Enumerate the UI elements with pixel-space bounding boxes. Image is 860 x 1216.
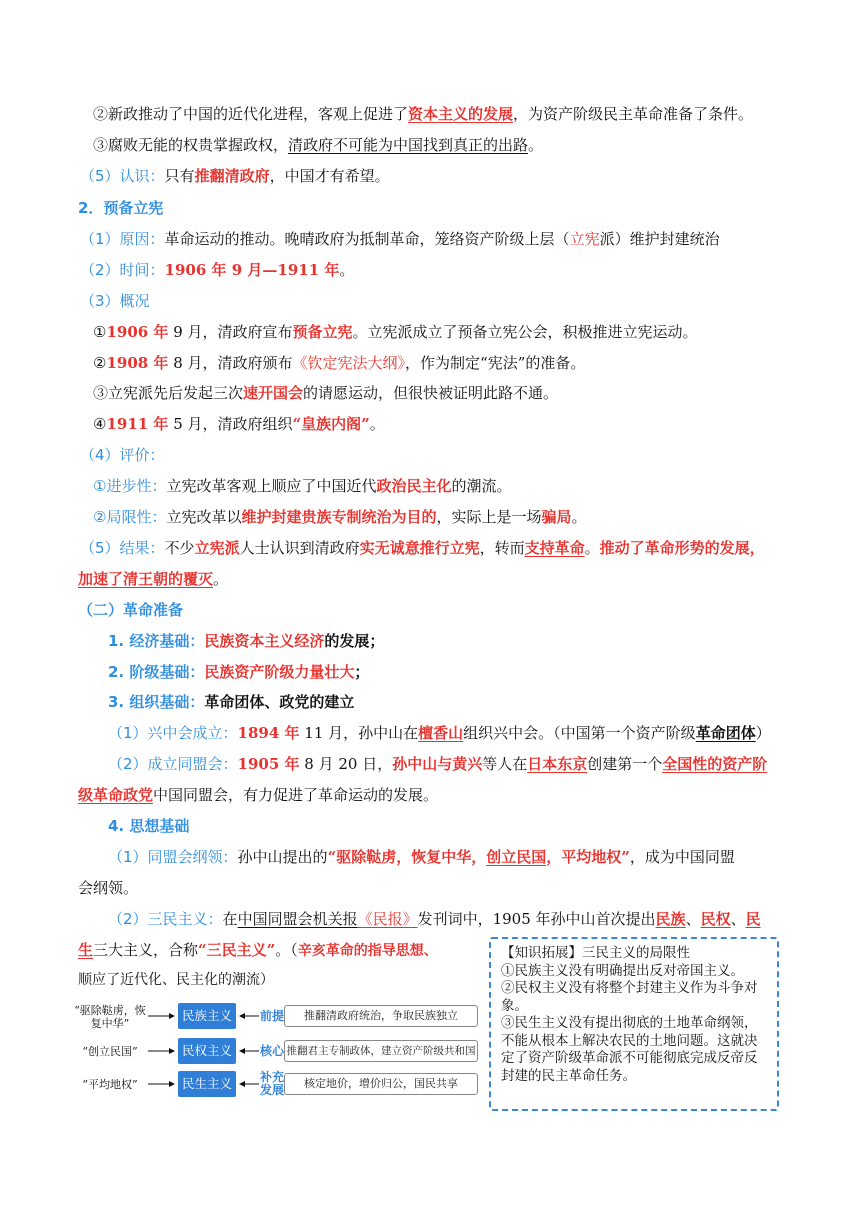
highlight-text: 级革命政党 [78,786,154,804]
line-class-basis [108,662,369,682]
highlight-text: 实无诚意推行立宪 [359,539,480,557]
text: 革命团体、政党的建立 [204,693,355,711]
text: 立宪改革以 [166,508,242,526]
text: 不少 [164,539,195,557]
highlight-text: 预备立宪 [292,323,353,341]
diagram-quote: “驱除鞑虏，恢复中华” [74,1004,146,1030]
highlight-text: 1905 年 [237,755,300,773]
item-label: 2. 阶级基础： [108,663,205,681]
text: 、 [685,910,701,928]
highlight-text: 立宪 [569,230,600,248]
line-three-principles-2 [78,940,438,961]
line-economic-basis [108,631,384,651]
highlight-text: 日本东京 [527,755,588,773]
highlight-text: 加速了清王朝的覆灭 [78,570,214,588]
text: ） [755,724,771,742]
highlight-text: 檀香山 [418,724,464,742]
text: 发刊词中，1905 年孙中山首次提出 [417,910,656,928]
item-label: ②局限性： [93,508,167,526]
line-organization-basis [108,692,354,712]
text: ，转而 [479,539,525,557]
text: ① [93,323,107,341]
text: ，成为中国同盟 [629,848,735,866]
text: 三大主义，合称 [93,941,199,959]
text: 。 [571,508,587,526]
line-corruption [93,135,543,155]
text: 的潮流。 [451,477,512,495]
item-label: （5）结果： [80,539,165,557]
underlined-text: 清政府不可能为中国找到真正的出路 [288,136,529,154]
diagram-box-livelihood: 民生主义 [178,1071,236,1097]
highlight-text: 速开国会 [243,384,304,402]
text: 等人在 [482,755,528,773]
text: ④ [93,415,107,433]
highlight-text: 1894 年 [237,724,300,742]
item-label: （5）认识： [80,167,165,185]
highlight-text: “皇族内阁” [292,415,370,433]
text: 组织兴中会。（中国第一个资产阶级 [463,724,696,742]
line-limitation [93,507,587,527]
line-evaluation-label: （4）评价： [80,446,165,464]
line-overview-2 [93,353,585,373]
line-recognition [80,166,390,186]
highlight-text: 1906 年 9 月—1911 年 [164,261,340,279]
text: 8 月，清政府颁布 [168,354,293,372]
text: 立宪改革客观上顺应了中国近代 [166,477,377,495]
line-ideology-basis: 4. 思想基础 [108,817,190,835]
text: ，实际上是一场 [436,508,542,526]
text: 的请愿运动，但很快被证明此路不通。 [303,384,559,402]
text: 在 [222,910,238,928]
text: 。 [528,136,544,154]
underlined-text: 革命团体 [695,724,756,742]
text: 孙中山提出的 [237,848,328,866]
item-label: （1）兴中会成立： [108,724,238,742]
highlight-text: 辛亥革命的指导思想、 [297,943,438,959]
diagram-label: 前提 [260,1009,285,1023]
text: 、 [730,910,746,928]
highlight-text: 1908 年 [106,354,169,372]
diagram-caption: 推翻君主专制政体，建立资产阶级共和国 [284,1040,478,1062]
diagram-label: 核心 [260,1044,285,1058]
line-xingzhonghui [108,723,771,743]
highlight-text: 立宪派 [194,539,240,557]
highlight-text: ，平均地权” [546,848,630,866]
highlight-text: 1906 年 [106,323,169,341]
text: 派）维护封建统治 [599,230,720,248]
diagram-label: 补充发展 [260,1070,285,1097]
line-cause [80,229,720,249]
knowledge-extension-box [489,937,779,1111]
text: 。 [584,539,600,557]
text: 中国同盟会，有力促进了革命运动的发展。 [153,786,439,804]
text: 9 月，清政府宣布 [168,323,293,341]
line-program-2: 会纲领。 [78,879,139,897]
knowledge-item: ③民生主义没有提出彻底的土地革命纲领，不能从根本上解决农民的土地问题。这就决定了资产阶级革命派不可能彻底完成反帝反封建的民主革命任务。 [501,1015,758,1084]
line-result-cont [78,569,228,589]
highlight-text: “三民主义” [198,941,276,959]
line-overview-label: （3）概况 [80,292,150,310]
text: ③腐败无能的权贵掌握政权， [93,136,289,154]
text: 革命运动的推动。晚晴政府为抵制革命，笼络资产阶级上层（ [164,230,570,248]
text: 。 [339,261,355,279]
line-overview-4 [93,414,385,434]
highlight-text: 《民报》 [357,910,418,928]
highlight-text: 推翻清政府 [194,167,270,185]
text: 的发展； [324,632,385,650]
diagram-caption: 核定地价，增价归公，国民共享 [284,1073,478,1095]
item-label: （2）成立同盟会： [108,755,238,773]
highlight-text: 全国性的资产阶 [662,755,768,773]
highlight-text: 1911 年 [106,415,169,433]
highlight-text: 民族资产阶级力量壮大 [204,663,355,681]
line-tongmenghui-1 [108,754,767,774]
diagram-box-democracy: 民权主义 [178,1038,236,1064]
item-label: 1. 经济基础： [108,632,205,650]
underlined-text: 中国同盟会机关报 [237,910,358,928]
text: 5 月，清政府组织 [168,415,293,433]
text: ② [93,354,107,372]
item-label: （1）同盟会纲领： [108,848,238,866]
text: 。 [369,415,385,433]
highlight-text: 民 [745,910,761,928]
text: ③立宪派先后发起三次 [93,384,244,402]
highlight-text: 政治民主化 [376,477,452,495]
highlight-text: 民权 [700,910,731,928]
item-label: （1）原因： [80,230,165,248]
line-three-principles-3: 顺应了近代化、民主化的潮流） [78,972,274,988]
knowledge-item: ②民权主义没有将整个封建主义作为斗争对象。 [501,980,758,1014]
three-principles-diagram [74,996,484,1106]
highlight-text: 孙中山与黄兴 [392,755,483,773]
item-label: （2）三民主义： [108,910,223,928]
text: ； [354,663,370,681]
line-three-principles-1 [108,909,761,929]
text: 11 月，孙中山在 [299,724,419,742]
section-title-revolution-prep: （二）革命准备 [78,601,184,619]
line-tongmenghui-2 [78,785,438,805]
highlight-text: 生 [78,941,94,959]
line-time [80,260,354,280]
knowledge-item: ①民族主义没有明确提出反对帝国主义。 [501,962,744,979]
section-title-constitution: 2．预备立宪 [78,199,164,217]
text: ②新政推动了中国的近代化进程，客观上促进了 [93,105,409,123]
knowledge-title: 【知识拓展】三民主义的局限性 [501,945,690,961]
highlight-text: 民族资本主义经济 [204,632,325,650]
highlight-text: “驱除鞑虏，恢复中华， [327,848,487,866]
item-label: ①进步性： [93,477,167,495]
text: 人士认识到清政府 [239,539,360,557]
diagram-quote: “平均地权” [82,1078,138,1091]
highlight-text: 支持革命 [524,539,585,557]
text: ，为资产阶级民主革命准备了条件。 [513,105,754,123]
diagram-caption: 推翻清政府统治，争取民族独立 [284,1005,478,1027]
text: 8 月 20 日， [299,755,393,773]
item-label: （2）时间： [80,261,165,279]
text: 只有 [164,167,195,185]
highlight-text: 推动了革命形势的发展， [599,539,765,557]
text: 。 [213,570,229,588]
text: 。立宪派成立了预备立宪公会，积极推进立宪运动。 [352,323,698,341]
highlight-text: 民族 [655,910,686,928]
text: 。（ [275,941,298,959]
item-label: 3. 组织基础： [108,693,205,711]
line-overview-3 [93,383,558,403]
diagram-box-nationalism: 民族主义 [178,1003,236,1029]
highlight-text: 资本主义的发展 [408,105,514,123]
diagram-quote: “创立民国” [82,1045,138,1058]
line-result [80,538,765,558]
line-new-policy-effect [93,104,753,124]
highlight-text: 创立民国 [486,848,547,866]
text: ，中国才有希望。 [269,167,390,185]
line-program-1 [108,847,735,867]
line-progressive [93,476,512,496]
line-overview-1 [93,322,698,342]
highlight-text: 维护封建贵族专制统治为目的 [241,508,437,526]
highlight-text: 《钦定宪法大纲》 [292,354,406,372]
text: 创建第一个 [587,755,663,773]
highlight-text: 骗局 [541,508,572,526]
text: ，作为制定“宪法”的准备。 [405,354,586,372]
